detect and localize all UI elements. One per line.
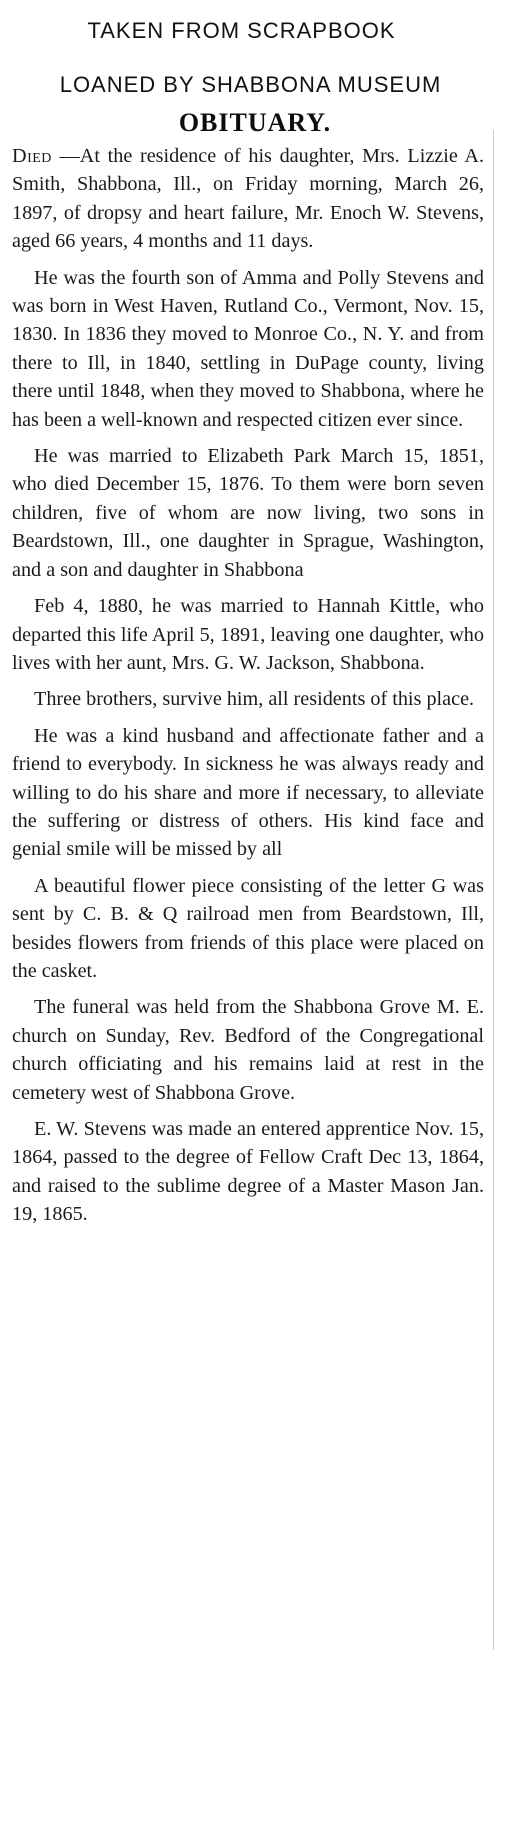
obituary-paragraph-7: A beautiful flower piece consisting of the letter G was sent by C. B. & Q railroad men from Beardstown, Ill, besides flowers from friends of this place were placed on the casket.: [12, 874, 484, 982]
obituary-paragraph-5: Three brothers, survive him, all residents of this place.: [34, 688, 475, 711]
obituary-article: [12, 108, 484, 1237]
museum-credit-line: LOANED BY SHABBONA MUSEUM: [59, 72, 442, 97]
obituary-paragraph-9: E. W. Stevens was made an entered apprentice Nov. 15, 1864, passed to the degree of Fellow Craft Dec 13, 1864, and raised to the sublime degree of a Master Mason Jan. 19, 1865.: [12, 1118, 484, 1226]
scrapbook-header: TAKEN FROM SCRAPBOOK: [87, 18, 396, 43]
paragraph-text: —At the residence of his daughter, Mrs. Lizzie A. Smith, Shabbona, Ill., on Friday morning, March 26, 1897, of dropsy and heart failure, Mr. Enoch W. Stevens, aged 66 years, 4 months and 11 days.: [12, 145, 484, 253]
obituary-paragraph-6: He was a kind husband and affectionate father and a friend to everybody. In sickness he was always ready and willing to do his share and more if necessary, to alleviate the suffering or distress of others. His kind face and genial smile will be missed by all: [12, 724, 484, 861]
obituary-paragraph-2: He was the fourth son of Amma and Polly Stevens and was born in West Haven, Rutland Co., Vermont, Nov. 15, 1830. In 1836 they moved to Monroe Co., N. Y. and from there to Ill, in 1840, settling in DuPage county, living there until 1848, when they moved to Shabbona, where he has been a well-known and respected citizen ever since.: [12, 266, 484, 431]
obituary-paragraph-8: The funeral was held from the Shabbona Grove M. E. church on Sunday, Rev. Bedford of the Congregational church officiating and his remains laid at rest in the cemetery west of Shabbona Grove.: [12, 996, 484, 1104]
obituary-paragraph-4: Feb 4, 1880, he was married to Hannah Kittle, who departed this life April 5, 1891, leaving one daughter, who lives with her aunt, Mrs. G. W. Jackson, Shabbona.: [12, 595, 484, 674]
obituary-headline: OBITUARY.: [178, 108, 332, 137]
dateline-lead: Died: [12, 145, 52, 167]
column-rule: [493, 130, 494, 1650]
obituary-paragraph-1: [12, 142, 484, 256]
obituary-paragraph-3: He was married to Elizabeth Park March 15, 1851, who died December 15, 1876. To them were born seven children, five of whom are now living, two sons in Beardstown, Ill., one daughter in Sprague, Washington, and a son and daughter in Shabbona: [12, 445, 484, 581]
